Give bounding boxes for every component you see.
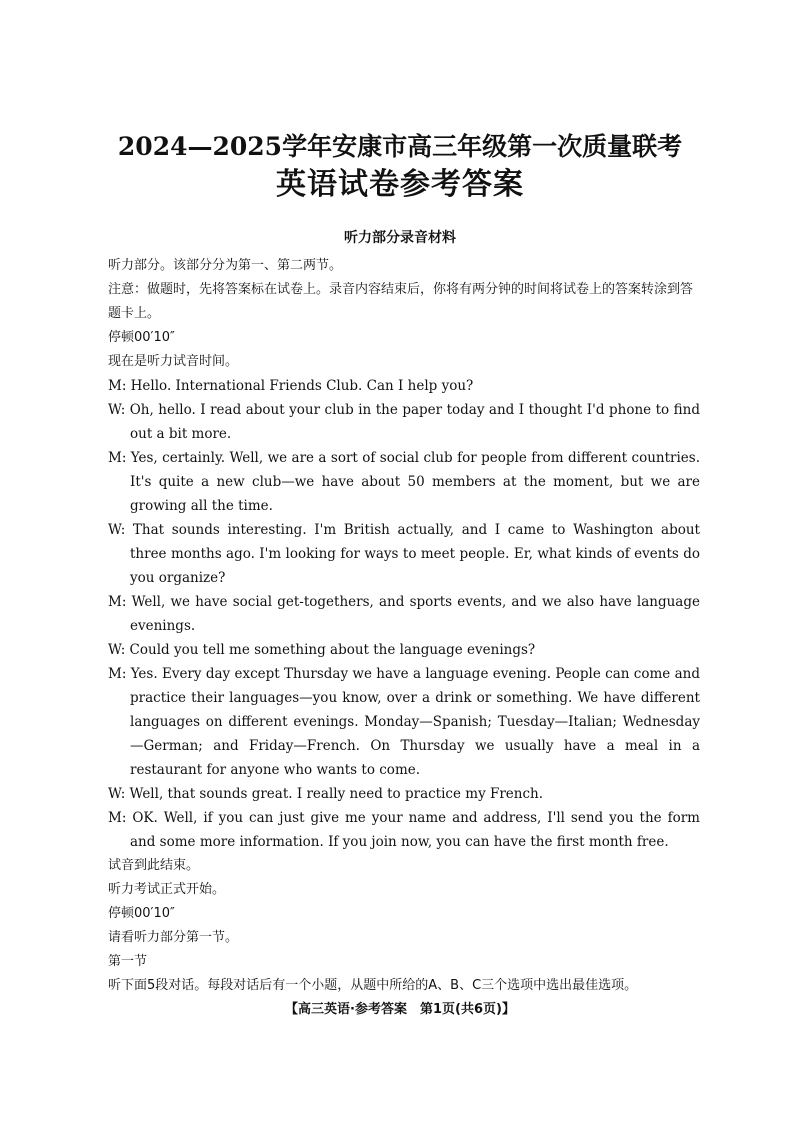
dialogue-turn: W: Could you tell me something about the language evenings?	[108, 642, 536, 658]
dialogue-turn: M: Yes. Every day except Thursday we have a language evening. People can come and practice their languages—you know, over a drink or something. We have different languages on different evenings. Monday—Spanish; Tuesday—Italian; Wednesday—German; and Friday—French. On Thursday we usually have a meal in a restaurant for anyone who wants to come.	[108, 666, 700, 778]
exam-title: 2024—2025学年安康市高三年级第一次质量联考	[117, 132, 683, 161]
transcript-body	[108, 254, 700, 998]
intro-line: 听力部分。该部分分为第一、第二两节。	[108, 258, 343, 273]
dialogue-turn: W: Well, that sounds great. I really need to practice my French.	[108, 786, 544, 802]
intro-instruction: 注意：做题时，先将答案标在试卷上。录音内容结束后，你将有两分钟的时间将试卷上的答案转涂到答题卡上。	[108, 282, 694, 321]
pause-marker: 停顿00′10″	[108, 906, 175, 921]
dialogue-turn: W: Oh, hello. I read about your club in the paper today and I thought I'd phone to find out a bit more.	[108, 402, 700, 442]
document-title: 英语试卷参考答案	[276, 167, 524, 202]
dialogue-turn: W: That sounds interesting. I'm British actually, and I came to Washington about three months ago. I'm looking for ways to meet people. Er, what kinds of events do you organize?	[108, 522, 700, 586]
section-one-instruction: 听下面5段对话。每段对话后有一个小题，从题中所给的A、B、C三个选项中选出最佳选项。	[108, 978, 638, 993]
section-one-label: 第一节	[108, 954, 148, 969]
page-footer: 【高三英语·参考答案 第1页(共6页)】	[285, 1002, 515, 1017]
sound-check-line: 现在是听力试音时间。	[108, 354, 239, 369]
dialogue-turn: M: Well, we have social get-togethers, and sports events, and we also have language evenings.	[108, 594, 700, 634]
dialogue-turn: M: Hello. International Friends Club. Can I help you?	[108, 378, 474, 394]
dialogue-turn: M: Yes, certainly. Well, we are a sort of social club for people from different countries. It's quite a new club—we have about 50 members at the moment, but we are growing all the time.	[108, 450, 700, 514]
dialogue-turn: M: OK. Well, if you can just give me your name and address, I'll send you the form and some more information. If you join now, you can have the first month free.	[108, 810, 700, 850]
section-heading: 听力部分录音材料	[344, 230, 456, 246]
pause-marker: 停顿00′10″	[108, 330, 175, 345]
sound-check-end: 试音到此结束。	[108, 858, 200, 873]
section-one-prompt: 请看听力部分第一节。	[108, 930, 239, 945]
test-start-line: 听力考试正式开始。	[108, 882, 226, 897]
